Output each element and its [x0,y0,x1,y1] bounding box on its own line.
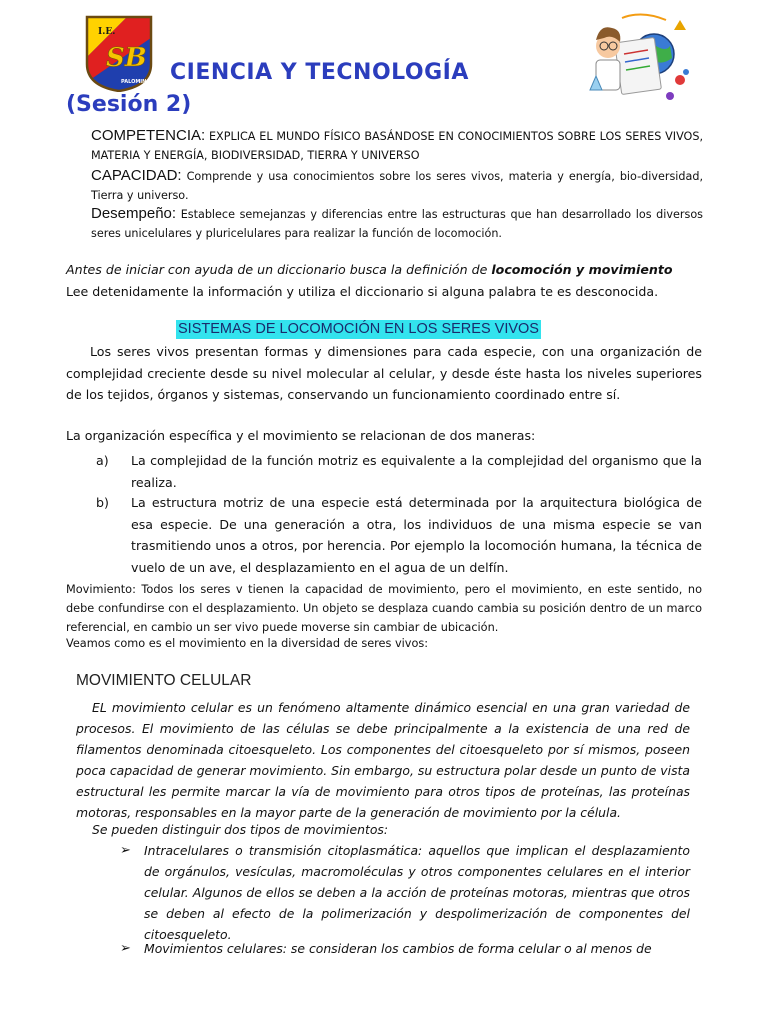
bullet-text: Intracelulares o transmisión citoplasmática: aquellos que implican el desplazamiento de orgánulos, vesículas, macromoléculas y otros componentes celulares en el interior celular. Algunos de ellos se deben a la acción de proteínas motoras, mientras que otros se deben al efecto de la polimerización y despolimerización de componentes del citoesqueleto. [144,843,690,942]
list-marker: a) [96,453,109,468]
intro-keywords: locomoción y movimiento [491,262,673,277]
subsection-heading: MOVIMIENTO CELULAR [76,672,252,689]
intro-reading-note: Lee detenidamente la información y utiliza el diccionario si alguna palabra te es desconocida. [66,284,659,299]
paragraph-text: Los seres vivos presentan formas y dimensiones para cada especie, con una organización de complejidad creciente desde su nivel molecular al celular, y desde éste hasta los niveles superiores de los tejidos, órganos y sistemas, conservando un funcionamiento coordinado entre sí. [66,344,702,402]
logo-text-ie: I.E. [98,27,116,37]
paragraph: Veamos como es el movimiento en la diversidad de seres vivos: [66,637,429,650]
competency-block [91,126,703,165]
science-illustration-icon [582,10,694,104]
capacity-block [91,166,703,205]
competency-label: COMPETENCIA: [91,127,206,144]
arrow-bullet-icon: ➢ [120,843,131,858]
paragraph: Se pueden distinguir dos tipos de movimientos: [92,822,389,837]
section-heading: SISTEMAS DE LOCOMOCIÓN EN LOS SERES VIVOS [178,321,539,337]
bullet-item [120,938,690,959]
capacity-label: CAPACIDAD: [91,167,182,184]
session-label: (Sesión 2) [66,92,192,117]
list-item-text: La estructura motriz de una especie está determinada por la arquitectura biológica de esa especie. De una generación a otra, los individuos de una misma especie se van trasmitiendo unos a otros, por herencia. Por ejemplo la locomoción humana, la técnica de vuelo de un ave, el desplazamiento en el agua de un delfín. [131,495,702,575]
page-title: CIENCIA Y TECNOLOGÍA [170,60,469,85]
paragraph-text: EL movimiento celular es un fenómeno altamente dinámico esencial en una gran variedad de procesos. El movimiento de las células se debe principalmente a la existencia de una red de filamentos denominada citoesqueleto. Los componentes del citoesqueleto por sí mismos, poseen poca capacidad de generar movimiento. Sin embargo, su estructura polar desde un punto de vista estructural les permite marcar la vía de movimiento para otros tipos de proteínas, las proteínas motoras, responsables en la mayor parte de la generación de movimiento por la célula. [76,700,690,820]
arrow-bullet-icon: ➢ [120,941,131,956]
competency-text: EXPLICA EL MUNDO FÍSICO BASÁNDOSE EN CONOCIMIENTOS SOBRE LOS SERES VIVOS, MATERIA Y ENERGÍA, BIODIVERSIDAD, TIERRA Y UNIVERSO [91,130,703,162]
paragraph: La organización específica y el movimiento se relacionan de dos maneras: [66,428,536,443]
paragraph [76,697,690,823]
performance-label: Desempeño: [91,205,177,222]
logo-text-palomino: PALOMINO [121,79,151,85]
capacity-text: Comprende y usa conocimientos sobre los seres vivos, materia y energía, bio-diversidad, Tierra y universo. [91,170,703,202]
list-marker: b) [96,495,109,510]
bullet-text: Movimientos celulares: se consideran los cambios de forma celular o al menos de [144,941,652,956]
bullet-item [120,840,690,945]
intro-text: Antes de iniciar con ayuda de un diccionario busca la definición de [66,262,492,277]
performance-text: Establece semejanzas y diferencias entre las estructuras que han desarrollado los diversos seres unicelulares y pluricelulares para realizar la función de locomoción. [91,208,703,240]
performance-block [91,204,703,243]
list-item-text: La complejidad de la función motriz es equivalente a la complejidad del organismo que la realiza. [131,453,702,490]
paragraph [66,341,702,406]
intro-instruction [66,262,673,277]
list-item [96,450,702,493]
list-item [96,492,702,578]
school-crest-logo [84,14,154,92]
movement-definition: Movimiento: Todos los seres v tienen la capacidad de movimiento, pero el movimiento, en este sentido, no debe confundirse con el desplazamiento. Un objeto se desplaza cuando cambia su posición dentro de un marco referencial, en cambio un ser vivo puede moverse sin cambiar de ubicación. [66,583,702,634]
logo-text-sb: SB [106,43,147,73]
